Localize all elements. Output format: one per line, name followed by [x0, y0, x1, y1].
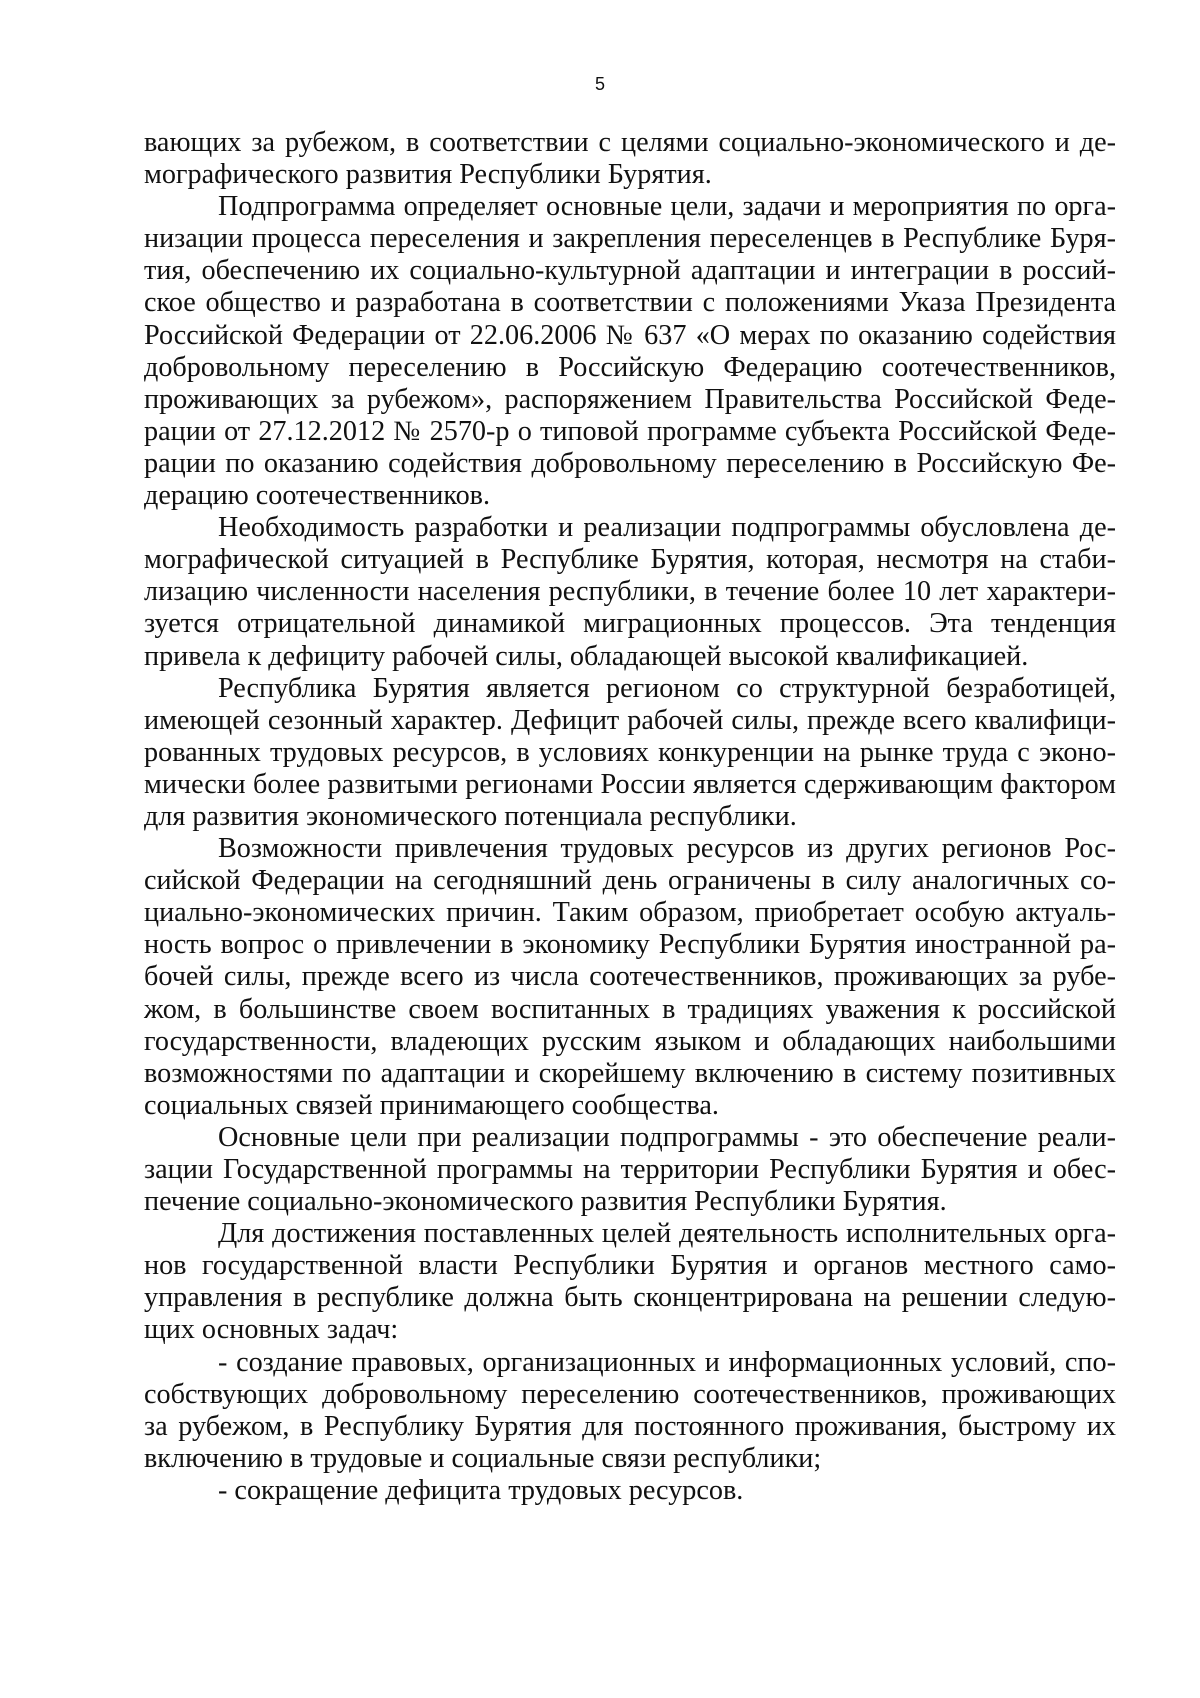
list-item-task-2: - сокращение дефицита трудовых ресурсов. — [218, 1474, 744, 1506]
paragraph-tasks-intro: Для достижения поставленных целей деятельность исполнительных органов государственной власти Республики Бурятия и органов местного самоуправления в республике должна быть сконцентрирована на решении следующих основных задач: — [144, 1218, 1116, 1346]
document-body — [144, 127, 1116, 1507]
paragraph-unemployment: Республика Бурятия является регионом со структурной безработицей, имеющей сезонный характер. Дефицит рабочей силы, прежде всего квалифицированных трудовых ресурсов, в условиях конкуренции на рынке труда с экономически более развитыми регионами России является сдерживающим фактором для развития экономического потенциала республики. — [144, 672, 1116, 832]
paragraph-labor-resources: Возможности привлечения трудовых ресурсов из других регионов Российской Федерации на сегодняшний день ограничены в силу аналогичных социально-экономических причин. Таким образом, приобретает особую актуальность вопрос о привлечении в экономику Республики Бурятия иностранной рабочей силы, прежде всего из числа соотечественников, проживающих за рубежом, в большинстве своем воспитанных в традициях уважения к российской государственности, владеющих русским языком и обладающих наибольшими возможностями по адаптации и скорейшему включению в систему позитивных социальных связей принимающего сообщества. — [144, 833, 1116, 1121]
page-number: 5 — [594, 74, 605, 94]
paragraph-continuation: вающих за рубежом, в соответствии с целями социально-экономического и демографического развития Республики Бурятия. — [144, 127, 1116, 191]
paragraph-main-goals: Основные цели при реализации подпрограммы - это обеспечение реализации Государственной программы на территории Республики Бурятия и обеспечение социально-экономического развития Республики Бурятия. — [144, 1121, 1116, 1218]
paragraph-necessity: Необходимость разработки и реализации подпрограммы обусловлена демографической ситуацией в Республике Бурятия, которая, несмотря на стабилизацию численности населения республики, в течение более 10 лет характеризуется отрицательной динамикой миграционных процессов. Эта тенденция привела к дефициту рабочей силы, обладающей высокой квалификацией. — [144, 512, 1116, 672]
list-item-task-1: - создание правовых, организационных и информационных условий, способствующих добровольному переселению соотечественников, проживающих за рубежом, в Республику Бурятия для постоянного проживания, быстрому их включению в трудовые и социальные связи республики; — [144, 1346, 1116, 1474]
paragraph-subprogram-goals: Подпрограмма определяет основные цели, задачи и мероприятия по организации процесса переселения и закрепления переселенцев в Республике Бурятия, обеспечению их социально-культурной адаптации и интеграции в российское общество и разработана в соответствии с положениями Указа Президента Российской Федерации от 22.06.2006 № 637 «О мерах по оказанию содействия добровольному переселению в Российскую Федерацию соотечественников, проживающих за рубежом», распоряжением Правительства Российской Федерации от 27.12.2012 № 2570-р о типовой программе субъекта Российской Федерации по оказанию содействия добровольному переселению в Российскую Федерацию соотечественников. — [144, 191, 1116, 512]
